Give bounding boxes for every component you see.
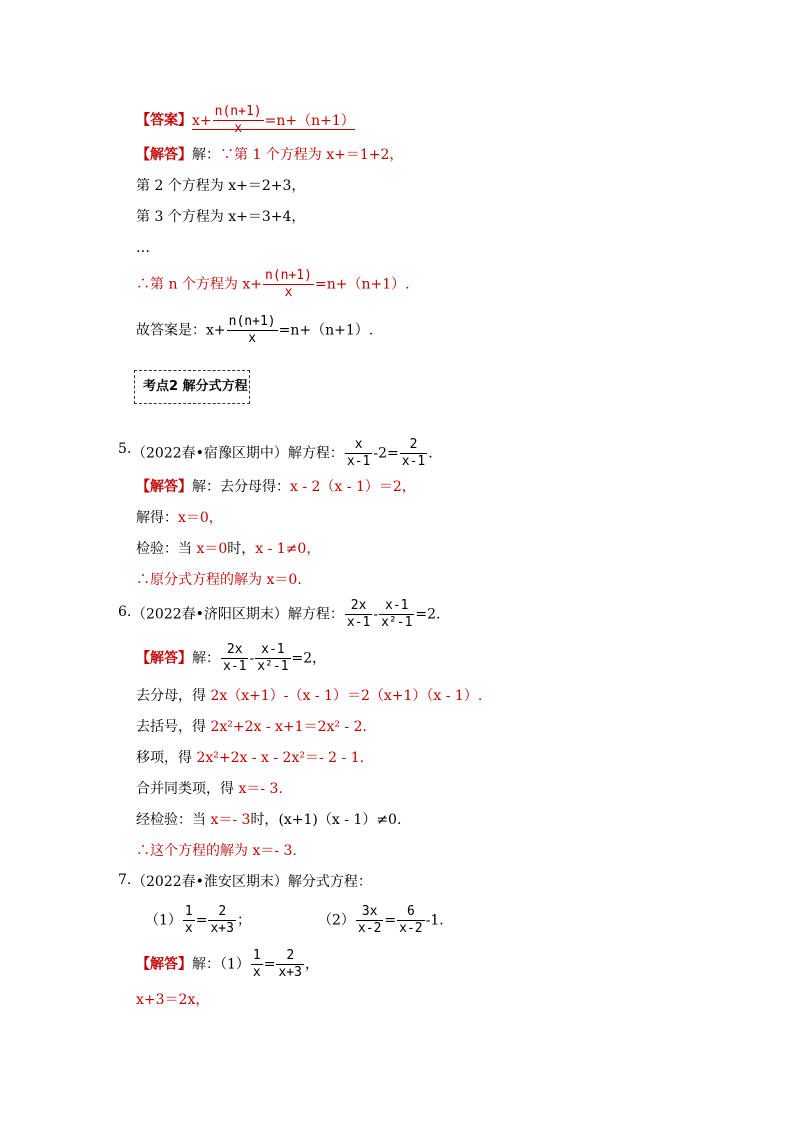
fraction [227, 314, 278, 347]
text: 合并同类项，得 [136, 781, 239, 797]
fraction-numerator: 6 [397, 904, 424, 921]
answer-part-b: =n+（n+1） [264, 112, 355, 129]
fraction-numerator: 3x [356, 904, 383, 921]
q6-solution-7: ∴这个方程的解为 x＝- 3. [136, 843, 297, 859]
q7-solution-1 [136, 948, 319, 981]
equals: = [263, 956, 276, 973]
answer-expression [192, 104, 355, 136]
question-number: 7. [118, 872, 132, 888]
answer-line [136, 104, 355, 137]
fraction-denominator: x-2 [399, 921, 423, 936]
text: ， [304, 956, 319, 973]
text: 移项，得 [136, 750, 197, 766]
red-text: x＝0， [178, 510, 223, 526]
fraction-numerator: 2x [221, 642, 248, 659]
fraction-denominator: x²-1 [381, 615, 413, 630]
fraction-denominator: x [284, 285, 293, 300]
text: 时， [227, 541, 256, 557]
question-text: （2022春•宿豫区期中）解方程： [132, 445, 344, 462]
text: 去分母，得 [136, 688, 211, 704]
fraction-numerator: x-1 [255, 642, 290, 659]
solution-tag: 【解答】 [136, 147, 192, 163]
fraction [251, 948, 263, 981]
answer-part-a: x+ [192, 112, 212, 129]
text: 经检验：当 [136, 812, 211, 828]
q6-solution-4 [136, 748, 364, 768]
q5-solution-1 [136, 477, 416, 497]
text: 解得： [136, 510, 178, 526]
fraction [345, 437, 372, 470]
q6-solution-2 [136, 686, 482, 706]
text: 解：（1） [192, 956, 250, 973]
fraction-denominator: x+3 [278, 965, 302, 980]
fraction-denominator: x [234, 121, 243, 136]
fraction-denominator: x-1 [346, 454, 371, 469]
solution-line-6 [136, 314, 373, 347]
fraction-numerator: n(n+1) [214, 104, 262, 119]
semicolon: ； [236, 912, 251, 929]
question-text: （2022春•济阳区期末）解方程： [132, 606, 344, 623]
fraction [221, 642, 248, 675]
section-heading-box: 考点2 解分式方程 [134, 370, 250, 404]
fraction-numerator: 1 [252, 948, 261, 963]
operator: -2= [373, 445, 399, 462]
q6-solution-1 [136, 642, 326, 675]
fraction-denominator: x [252, 965, 261, 980]
red-text: 2x²+2x - x - 2x²＝- 2 - 1. [196, 750, 365, 766]
red-text: x - 2（x - 1）＝2， [290, 479, 416, 495]
solution-text: 解： [192, 147, 220, 163]
fraction [379, 598, 414, 631]
red-text: x - 1≠0， [255, 541, 321, 557]
solution-line-4: … [136, 240, 150, 256]
fraction [263, 268, 314, 301]
text: (x+1)（x - 1）≠0. [278, 812, 402, 828]
text: =2， [291, 650, 327, 667]
equals: =2. [415, 606, 441, 623]
solution-line-3: 第 3 个方程为 x+＝3+4， [136, 209, 306, 225]
text-a: ∴第 n 个方程为 x+ [136, 276, 262, 293]
solution-tag: 【解答】 [136, 650, 192, 667]
question-number: 5. [118, 441, 132, 457]
text: 检验：当 [136, 541, 197, 557]
fraction [255, 642, 290, 675]
question-number: 6. [118, 604, 132, 620]
fraction [400, 437, 427, 470]
equals: = [195, 912, 208, 929]
fraction-denominator: x [184, 921, 193, 936]
answer-fraction [213, 104, 264, 137]
text: 解： [192, 650, 220, 667]
fraction [208, 904, 235, 937]
text: 解：去分母得： [192, 479, 290, 495]
fraction-numerator: 1 [184, 904, 193, 919]
fraction-denominator: x [248, 331, 257, 346]
q6-solution-3 [136, 717, 367, 737]
fraction [356, 904, 383, 937]
fraction-denominator: x-2 [357, 921, 382, 936]
text-b: =n+（n+1）. [278, 322, 374, 339]
fraction-denominator: x-1 [346, 615, 371, 630]
fraction-numerator: 2 [276, 948, 303, 965]
equals: = [384, 912, 397, 929]
solution-red-text: ∵第 1 个方程为 x+＝1+2， [220, 147, 404, 163]
question-7-stem: （2022春•淮安区期末）解分式方程： [132, 874, 372, 890]
fraction [345, 598, 372, 631]
fraction-numerator: n(n+1) [228, 314, 276, 329]
solution-line-1 [136, 145, 403, 165]
operator: - [249, 650, 255, 667]
question-6-stem [132, 598, 441, 631]
red-text: 2x²+2x - x+1＝2x² - 2. [210, 719, 367, 735]
period: . [428, 445, 433, 462]
solution-line-5 [136, 268, 410, 301]
text: -1. [425, 912, 444, 929]
q5-solution-2 [136, 508, 223, 528]
fraction [183, 904, 195, 937]
fraction [276, 948, 303, 981]
fraction-denominator: x-1 [401, 454, 426, 469]
text: 时， [250, 812, 279, 828]
solution-tag: 【解答】 [136, 956, 192, 973]
text: 去括号，得 [136, 719, 211, 735]
fraction-denominator: x²-1 [257, 659, 289, 674]
part-label: （1） [145, 912, 182, 929]
q6-solution-5 [136, 779, 283, 799]
part-label: （2） [318, 912, 355, 929]
solution-line-2: 第 2 个方程为 x+＝2+3， [136, 178, 306, 194]
operator: - [373, 606, 379, 623]
q7-part-2 [318, 904, 444, 937]
fraction-numerator: n(n+1) [265, 268, 312, 283]
q5-solution-3 [136, 539, 320, 559]
text-a: 故答案是：x+ [136, 322, 226, 339]
fraction [397, 904, 424, 937]
fraction-numerator: 2x [345, 598, 372, 615]
fraction-denominator: x+3 [210, 921, 234, 936]
answer-tag: 【答案】 [136, 112, 192, 129]
fraction-numerator: x-1 [379, 598, 414, 615]
q7-solution-2: x+3＝2x， [136, 992, 210, 1008]
fraction-numerator: x [345, 437, 372, 454]
question-5-stem [132, 437, 433, 470]
red-text: x＝- 3 [210, 812, 251, 828]
q5-solution-4: ∴原分式方程的解为 x＝0. [136, 572, 302, 588]
red-text: 2x（x+1）-（x - 1）＝2（x+1）（x - 1）. [210, 688, 483, 704]
red-text: x＝0 [196, 541, 228, 557]
q7-part-1 [145, 904, 251, 937]
fraction-numerator: 2 [208, 904, 235, 921]
q6-solution-6 [136, 810, 401, 830]
text-b: =n+（n+1）. [314, 276, 410, 293]
red-text: x＝- 3. [238, 781, 283, 797]
fraction-numerator: 2 [400, 437, 427, 454]
fraction-denominator: x-1 [223, 659, 247, 674]
solution-tag: 【解答】 [136, 479, 192, 495]
